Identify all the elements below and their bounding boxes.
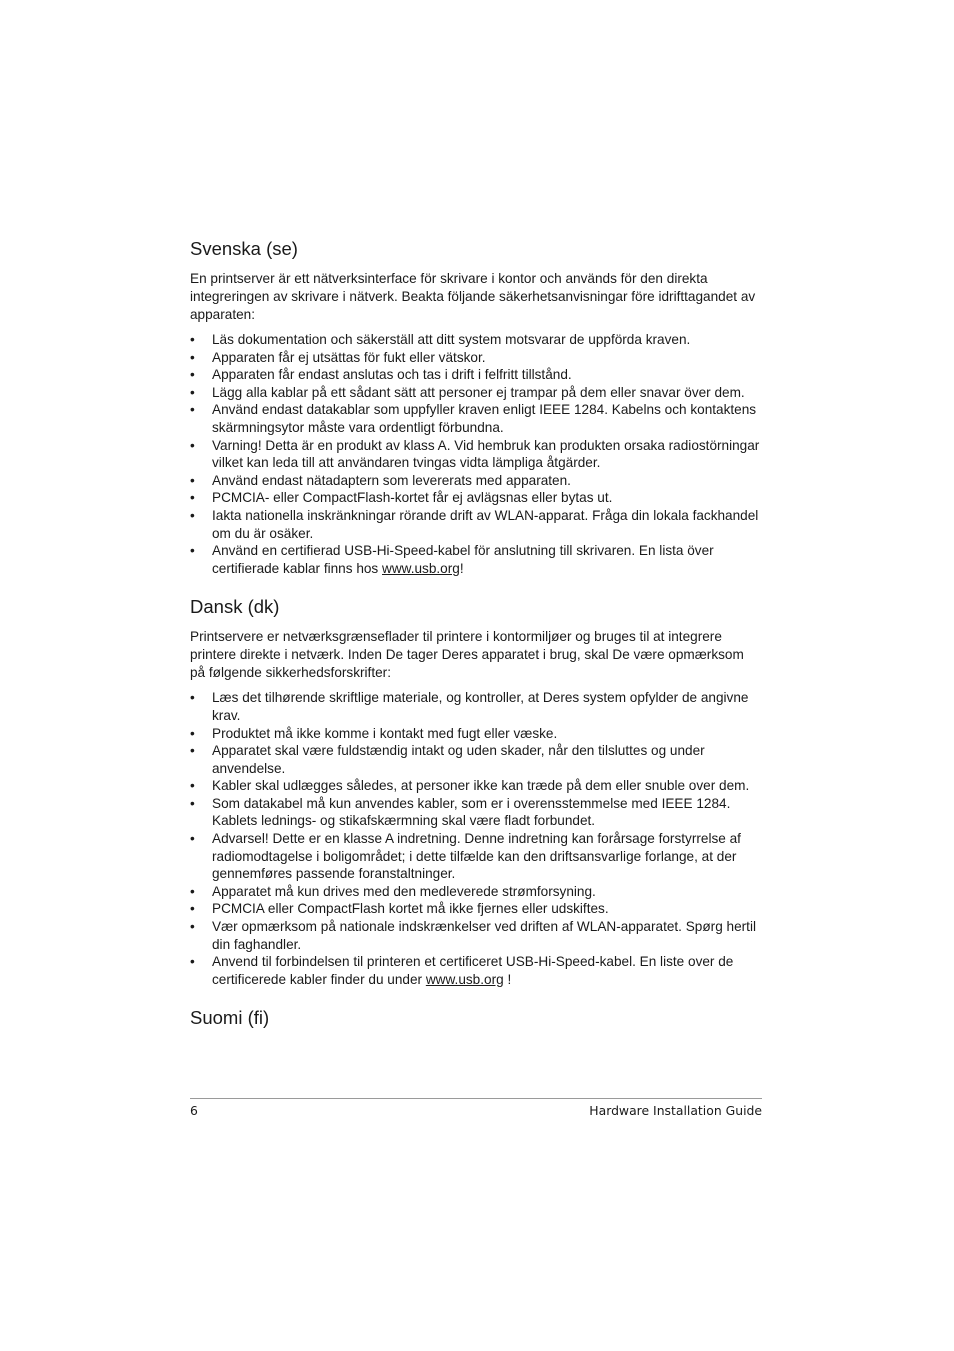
section-heading: Suomi (fi) [190,1007,270,1029]
bullet-icon: • [190,367,195,383]
list-item: • Varning! Detta är en produkt av klass A. Vid hembruk kan produkten orsaka radiostörningar vilket kan leda till att användaren tvingas vidta lämpliga åtgärder. [190,437,760,471]
page-footer [190,1098,762,1119]
list-item: • Använd endast datakablar som uppfyller kraven enligt IEEE 1284. Kabelns och kontaktens skärmningsytor måste vara ordentligt förbundna. [190,402,757,435]
list-item: • Som datakabel må kun anvendes kabler, som er i overensstemmelse med IEEE 1284. Kablets lednings- og stikafskærmning skal være fladt forbundet. [190,795,731,829]
list-item: • PCMCIA- eller CompactFlash-kortet får ej avlägsnas eller bytas ut. [190,490,613,506]
usb-org-link[interactable]: www.usb.org [382,560,460,576]
list-item: • Lägg alla kablar på ett sådant sätt att personer ej trampar på dem eller snavar över dem. [190,384,745,400]
bullet-icon: • [190,437,195,453]
bullet-icon: • [190,919,195,935]
bullet-icon: • [190,507,195,523]
list-item: • Använd endast nätadaptern som levererats med apparaten. [190,472,571,488]
section-svenska [190,236,762,577]
bullet-icon: • [190,384,195,400]
list-item: • Apparaten får ej utsättas för fukt eller vätskor. [190,349,486,365]
bullet-icon: • [190,690,195,706]
page-content [190,236,762,1031]
bullet-icon: • [190,472,195,488]
list-item: • PCMCIA eller CompactFlash kortet må ikke fjernes eller udskiftes. [190,901,609,917]
bullet-icon: • [190,725,195,741]
bullet-icon: • [190,831,195,847]
bullet-icon: • [190,349,195,365]
guide-title: Hardware Installation Guide [589,1103,762,1118]
usb-org-link[interactable]: www.usb.org [425,971,504,987]
bullet-icon: • [190,332,195,347]
list-item: • Produktet må ikke komme i kontakt med fugt eller væske. [190,725,558,741]
list-item: • Advarsel! Dette er en klasse A indretning. Denne indretning kan forårsage forstyrrelse af radiomodtagelse i boligområdet; i dette tilfælde kan den driftsansvarlige forlange, at der gennemføres passende foranstaltninger. [190,831,741,882]
section-heading: Svenska (se) [190,238,298,259]
bullet-icon: • [190,543,195,559]
list-item: • Vær opmærksom på nationale indskrænkelser ved driften af WLAN-apparatet. Spørg hertil din faghandler. [190,919,756,952]
list-item: • Använd en certifierad USB-Hi-Speed-kabel för anslutning till skrivaren. En lista över certifierade kablar finns hos www.usb.org! [190,543,714,576]
safety-list [190,689,762,988]
list-item: • Læs det tilhørende skriftlige materiale, og kontroller, at Deres system opfylder de angivne krav. [190,690,749,723]
bullet-icon: • [190,743,195,759]
bullet-icon: • [190,883,195,899]
list-item: • Anvend til forbindelsen til printeren et certificeret USB-Hi-Speed-kabel. En liste over de certificerede kabler finder du under www.usb.org ! [190,954,734,987]
bullet-icon: • [190,954,195,970]
section-intro: En printserver är ett nätverksinterface för skrivare i kontor och används för den direkta integreringen av skrivare i nätverk. Beakta följande säkerhetsanvisningar före idrifttagandet av apparaten: [190,271,756,322]
bullet-icon: • [190,402,195,418]
bullet-icon: • [190,778,195,794]
section-heading: Dansk (dk) [190,596,280,618]
list-item: • Apparatet må kun drives med den medleverede strømforsyning. [190,883,596,899]
bullet-icon: • [190,795,195,811]
list-item: • Apparaten får endast anslutas och tas i drift i felfritt tillstånd. [190,367,572,383]
list-item: • Kabler skal udlægges således, at personer ikke kan træde på dem eller snuble over dem. [190,778,750,794]
list-item: • Iakta nationella inskränkningar rörande drift av WLAN-apparat. Fråga din lokala fackhandel om du är osäker. [190,507,759,541]
section-dansk [190,594,762,988]
list-item: • Läs dokumentation och säkerställ att ditt system motsvarar de uppförda kraven. [190,332,691,347]
bullet-icon: • [190,490,195,506]
page-number: 6 [190,1103,198,1118]
list-item: • Apparatet skal være fuldstændig intakt og uden skader, når den tilsluttes og under anvendelse. [190,743,705,776]
section-intro: Printservere er netværksgrænseflader til printere i kontormiljøer og bruges til at integrere printere direkte i netværk. Inden De tager Deres apparatet i brug, skal De være opmærksom på følgende sikkerhedsforskrifter: [190,629,744,681]
section-suomi [190,1005,762,1031]
safety-list [190,331,762,577]
bullet-icon: • [190,901,195,917]
